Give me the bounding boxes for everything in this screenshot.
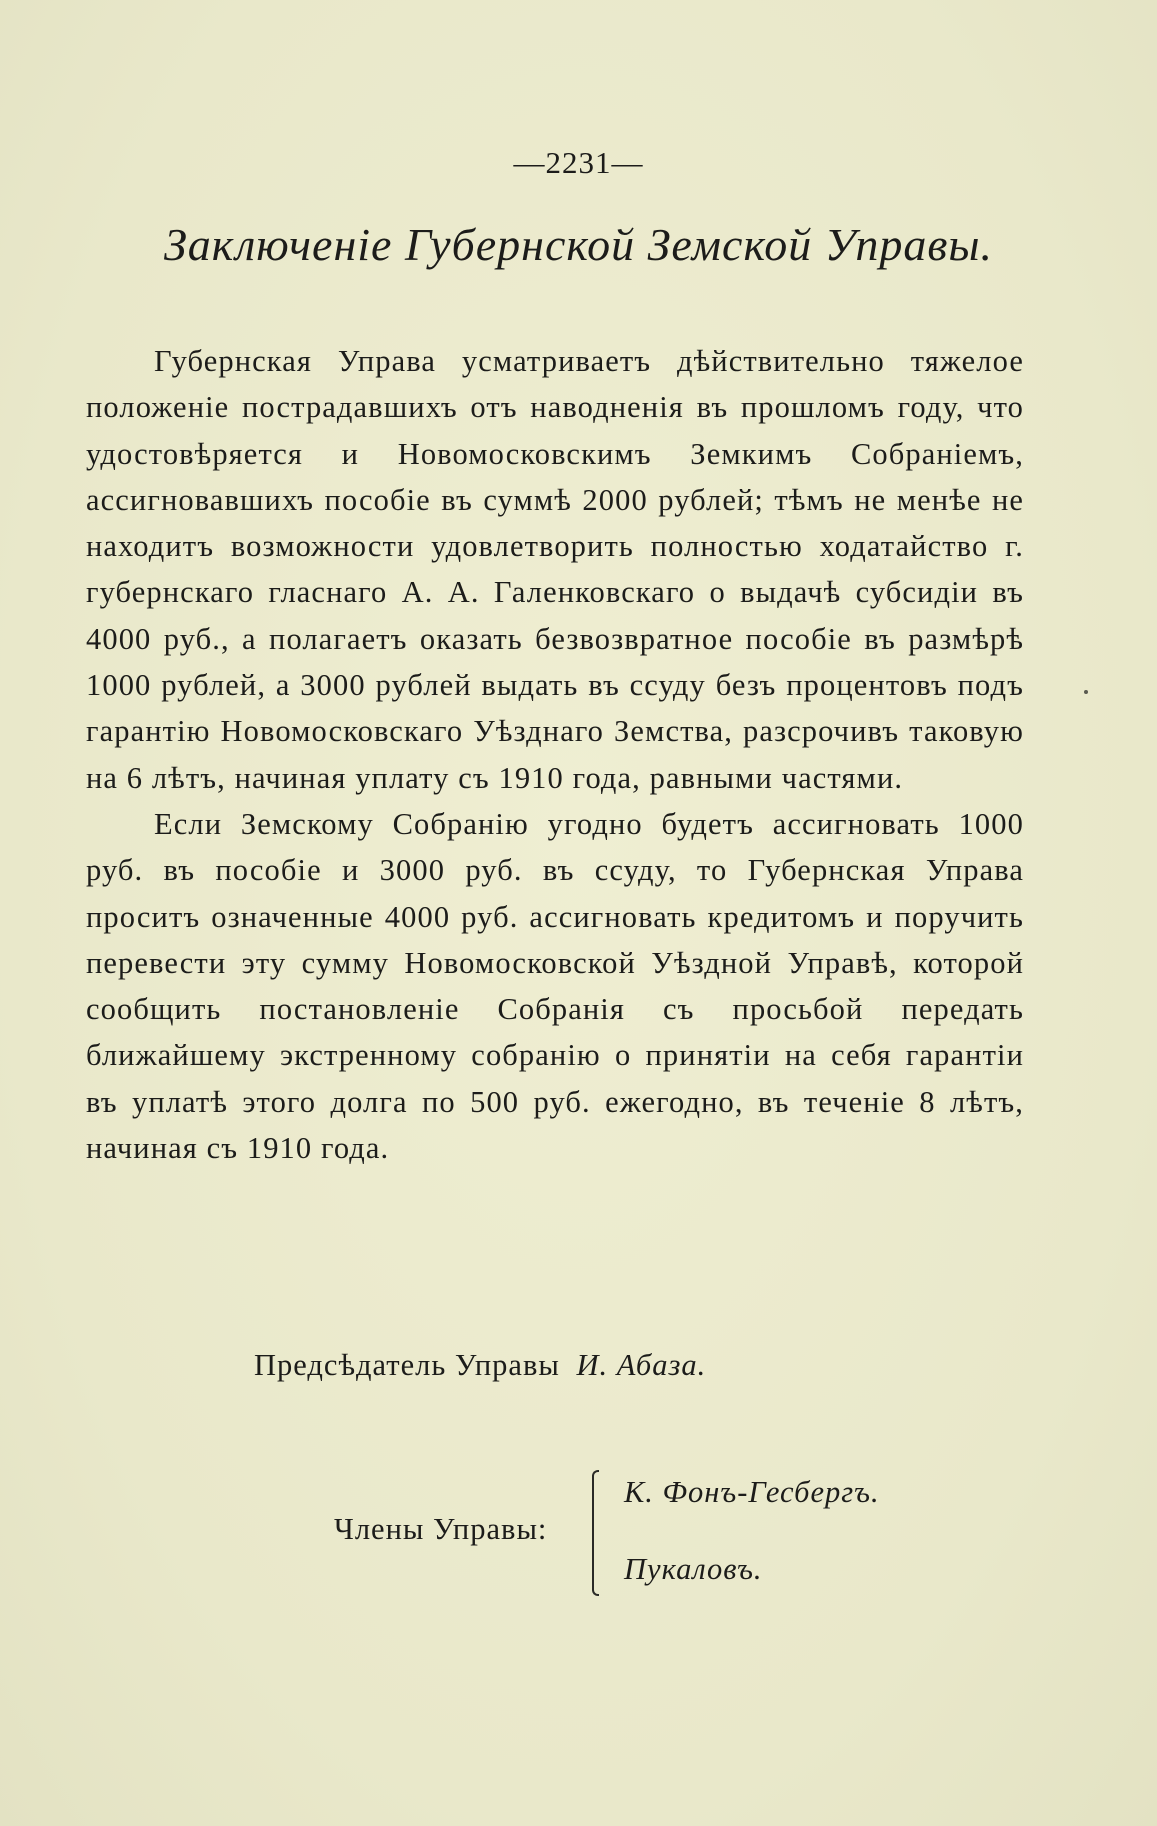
- chairman-label: Предсѣдатель Управы: [254, 1348, 560, 1382]
- paper-speck: [1084, 690, 1088, 694]
- members-label: Члены Управы:: [334, 1512, 548, 1546]
- chairman-name: И. Абаза.: [576, 1348, 707, 1382]
- paragraph-2: Если Земскому Собранію угодно будетъ ассигновать 1000 руб. въ пособіе и 3000 руб. въ ссуду, то Губернская Управа проситъ означенные 4000 руб. ассигновать кредитомъ и поручить перевести эту сумму Новомосковской Уѣздной Управѣ, которой сообщить постановленіе Собранія съ просьбой передать ближайшему экстренному собранію о принятіи на себя гарантіи въ уплатѣ этого долга по 500 руб. ежегодно, въ теченіе 8 лѣтъ, начиная съ 1910 года.: [86, 806, 1024, 1166]
- body-text: [86, 338, 1024, 1171]
- bleed-through-text: [140, 118, 1020, 148]
- member-name-1: К. Фонъ-Гесбергъ.: [624, 1475, 880, 1509]
- chairman-signature-line: [254, 1348, 706, 1383]
- members-brace: [592, 1476, 600, 1590]
- paragraph-1: Губернская Управа усматриваетъ дѣйствительно тяжелое положеніе пострадавшихъ отъ наводненія въ прошломъ году, что удостовѣряется и Новомосковскимъ Земкимъ Собраніемъ, ассигновавшихъ пособіе въ суммѣ 2000 рублей; тѣмъ не менѣе не находитъ возможности удовлетворить полностью ходатайство г. губернскаго гласнаго А. А. Галенковскаго о выдачѣ субсидіи въ 4000 руб., а полагаетъ оказать безвозвратное пособіе въ размѣрѣ 1000 рублей, а 3000 рублей выдать въ ссуду безъ процентовъ подъ гарантію Новомосковскаго Уѣзднаго Земства, разсрочивъ таковую на 6 лѣтъ, начиная уплату съ 1910 года, равными частями.: [86, 344, 1024, 795]
- member-name-2: Пукаловъ.: [624, 1552, 763, 1586]
- page-number: —2231—: [513, 145, 644, 180]
- document-title: Заключеніе Губернской Земской Управы.: [163, 219, 994, 270]
